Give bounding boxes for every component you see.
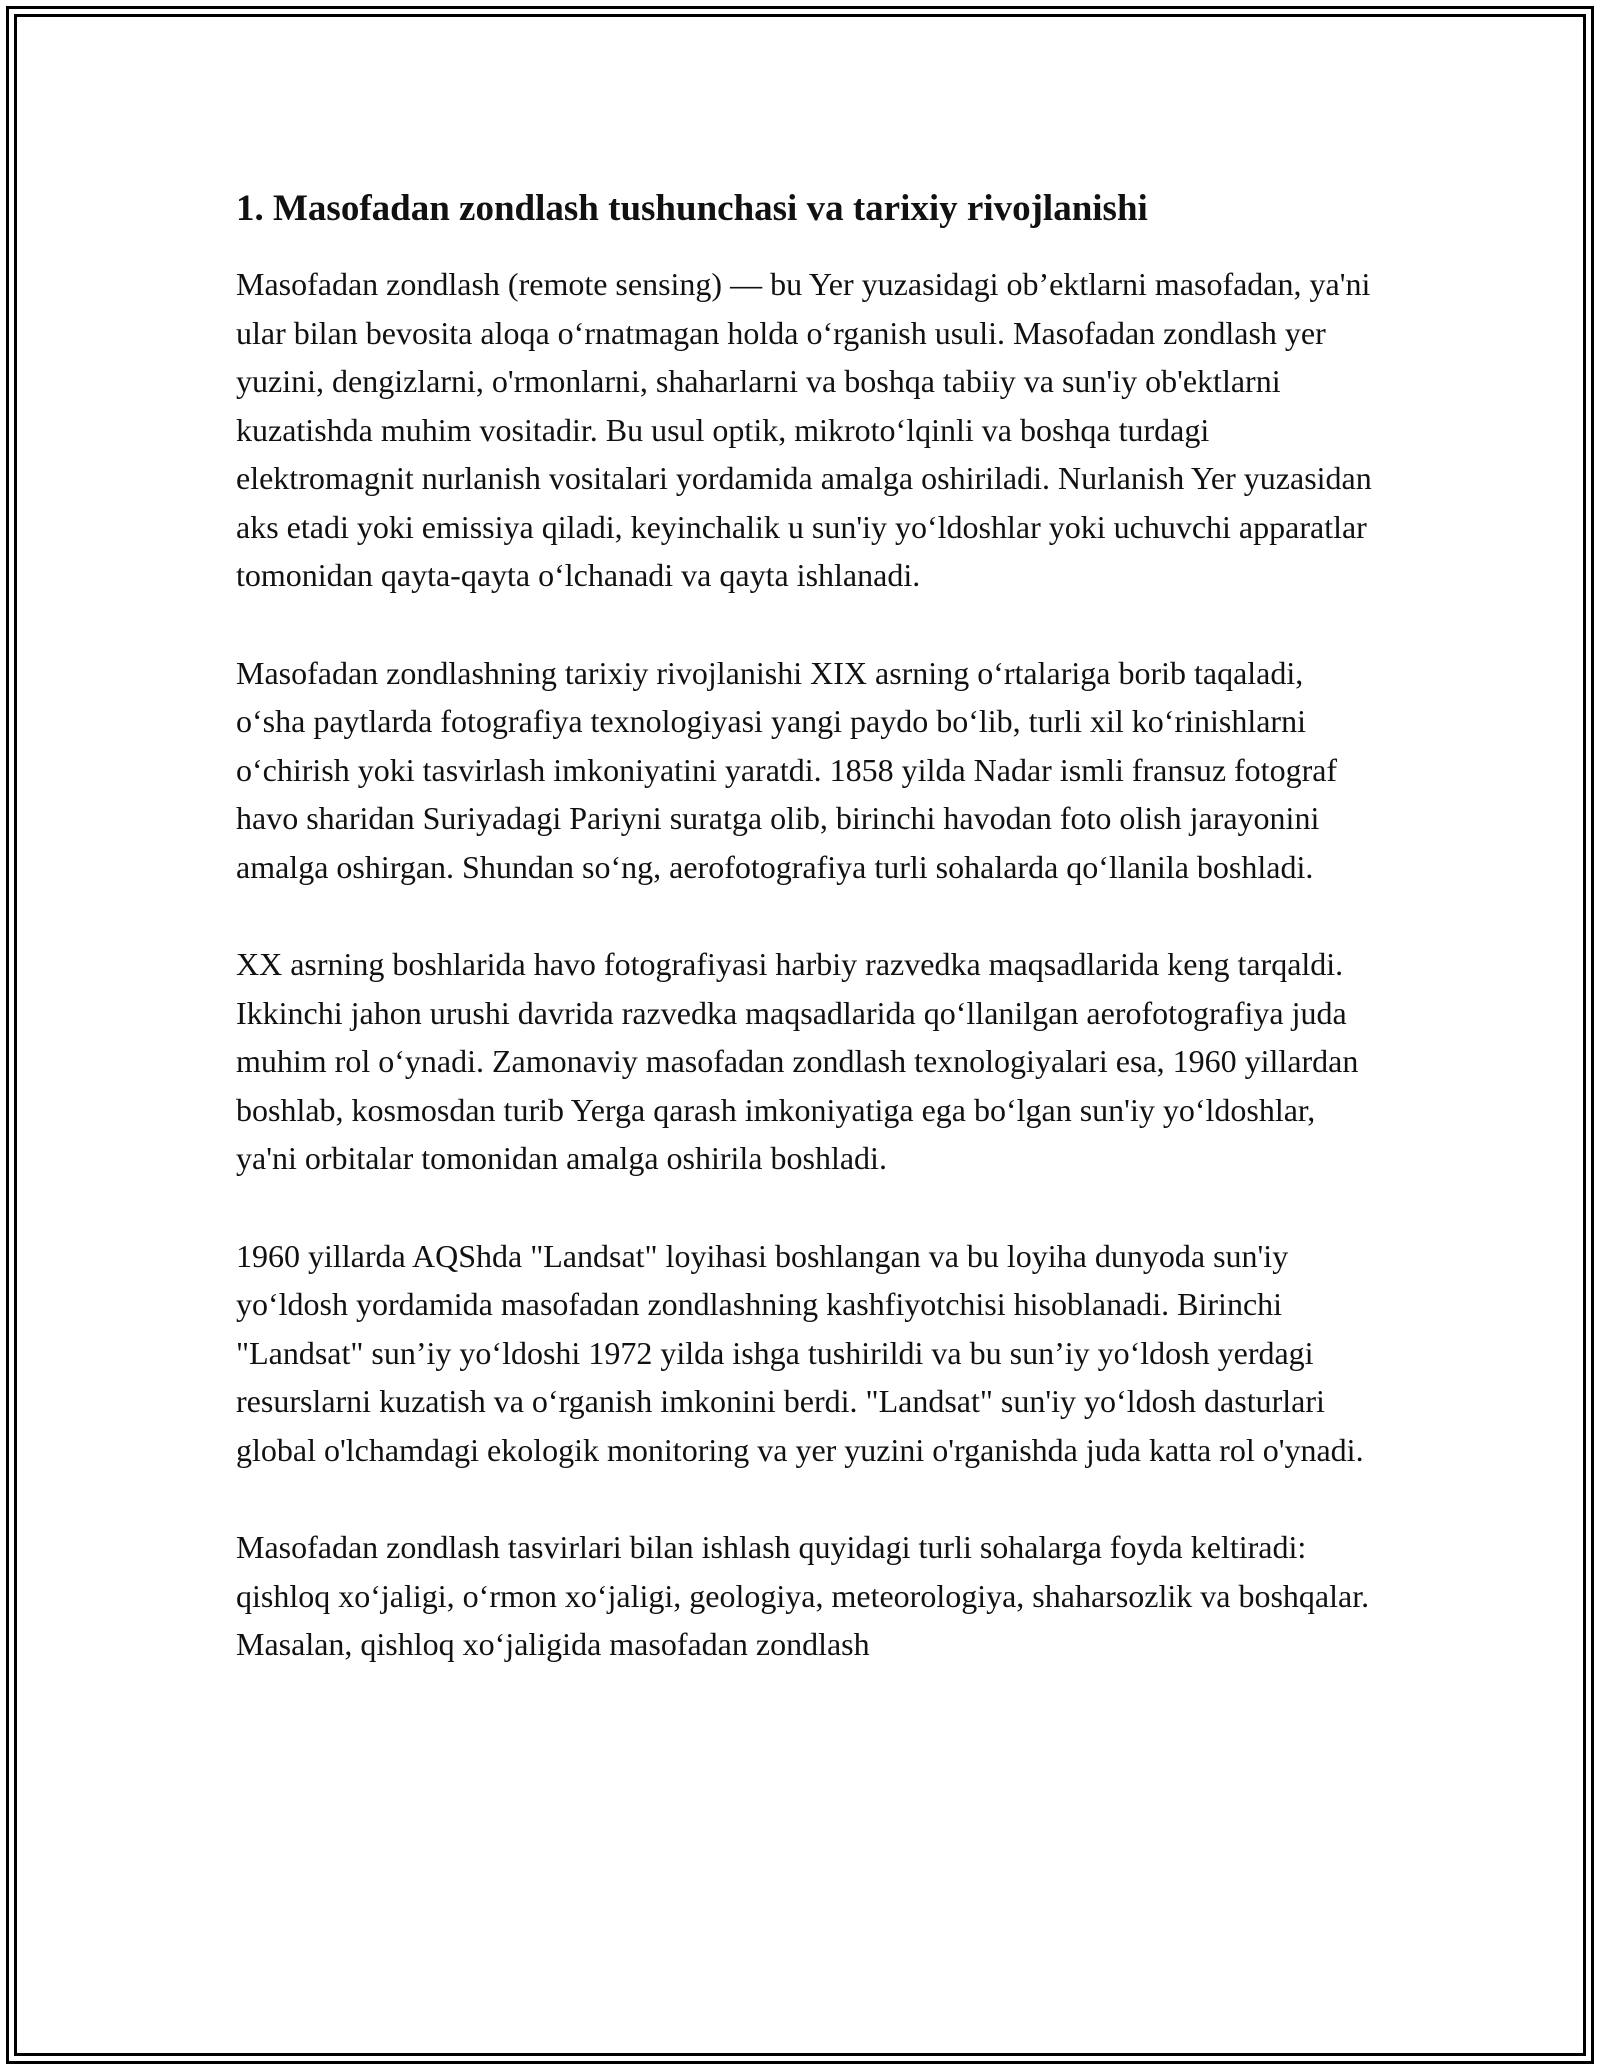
document-body	[236, 186, 1376, 1718]
paragraph-history-20th-century: XX asrning boshlarida havo fotografiyasi harbiy razvedka maqsadlarida keng tarqaldi. Ikkinchi jahon urushi davrida razvedka maqsadlarida qo‘llanilgan aerofotografiya juda muhim rol o‘ynadi. Zamonaviy masofadan zondlash texnologiyalari esa, 1960 yillardan boshlab, kosmosdan turib Yerga qarash imkoniyatiga ega bo‘lgan sun'iy yo‘ldoshlar, ya'ni orbitalar tomonidan amalga oshirila boshladi.	[236, 946, 1359, 1177]
paragraph-definition: Masofadan zondlash (remote sensing) — bu Yer yuzasidagi ob’ektlarni masofadan, ya'ni ular bilan bevosita aloqa o‘rnatmagan holda o‘rganish usuli. Masofadan zondlash yer yuzini, dengizlarni, o'rmonlarni, shaharlarni va boshqa tabiiy va sun'iy ob'ektlarni kuzatishda muhim vositadir. Bu usul optik, mikroto‘lqinli va boshqa turdagi elektromagnit nurlanish vositalari yordamida amalga oshiriladi. Nurlanish Yer yuzasidan aks etadi yoki emissiya qiladi, keyinchalik u sun'iy yo‘ldoshlar yoki uchuvchi apparatlar tomonidan qayta-qayta o‘lchanadi va qayta ishlanadi.	[236, 266, 1372, 594]
paragraph-history-19th-century: Masofadan zondlashning tarixiy rivojlanishi XIX asrning o‘rtalariga borib taqaladi, o‘sha paytlarda fotografiya texnologiyasi yangi paydo bo‘lib, turli xil ko‘rinishlarni o‘chirish yoki tasvirlash imkoniyatini yaratdi. 1858 yilda Nadar ismli fransuz fotograf havo sharidan Suriyadagi Pariyni suratga olib, birinchi havodan foto olish jarayonini amalga oshirgan. Shundan so‘ng, aerofotografiya turli sohalarda qo‘llanila boshladi.	[236, 654, 1338, 885]
paragraph-landsat: 1960 yillarda AQShda "Landsat" loyihasi boshlangan va bu loyiha dunyoda sun'iy yo‘ldosh yordamida masofadan zondlashning kashfiyotchisi hisoblanadi. Birinchi "Landsat" sun’iy yo‘ldoshi 1972 yilda ishga tushirildi va bu sun’iy yo‘ldosh yerdagi resurslarni kuzatish va o‘rganish imkonini berdi. "Landsat" sun'iy yo‘ldosh dasturlari global o'lchamdagi ekologik monitoring va yer yuzini o'rganishda juda katta rol o'ynadi.	[236, 1237, 1364, 1468]
paragraph-applications: Masofadan zondlash tasvirlari bilan ishlash quyidagi turli sohalarga foyda keltiradi: qishloq xo‘jaligi, o‘rmon xo‘jaligi, geologiya, meteorologiya, shaharsozlik va boshqalar. Masalan, qishloq xo‘jaligida masofadan zondlash	[236, 1529, 1370, 1663]
section-heading: 1. Masofadan zondlash tushunchasi va tarixiy rivojlanishi	[236, 188, 1148, 229]
